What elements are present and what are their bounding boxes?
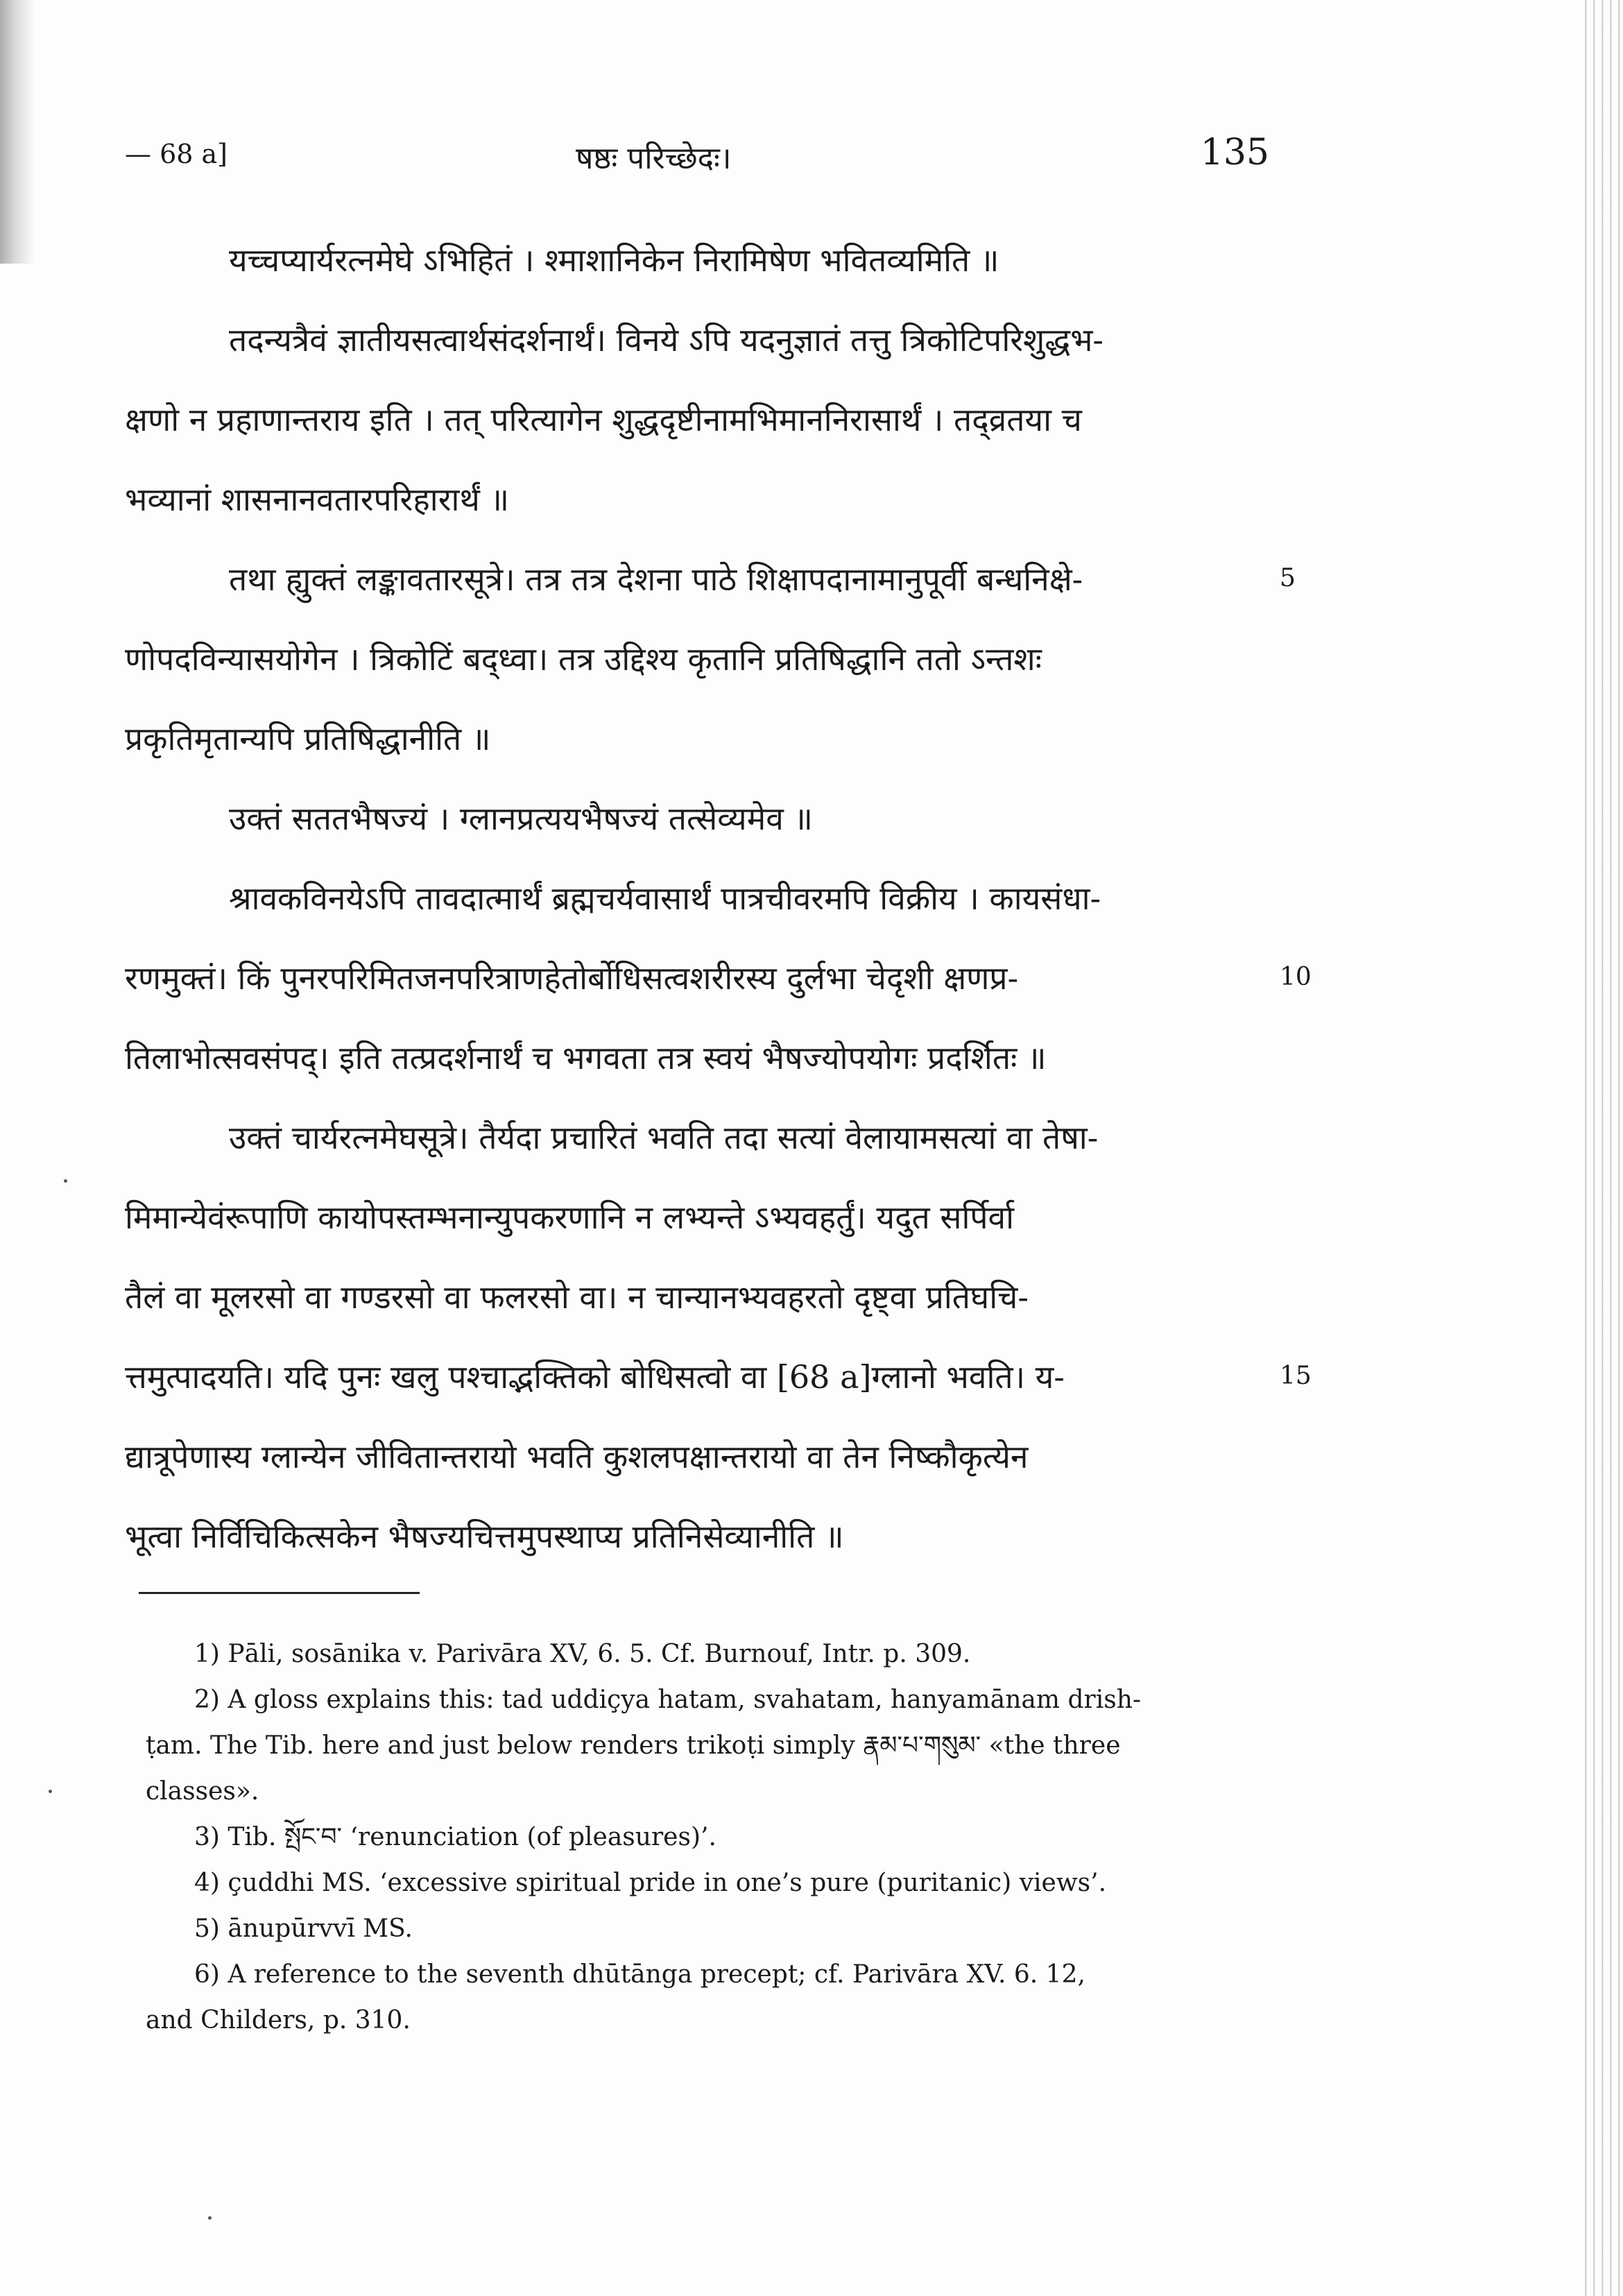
scan-edge-shadow-left — [0, 0, 35, 264]
footnote-line: 5) ānupūrvvī MS. — [194, 1914, 413, 1943]
scan-speck — [49, 1790, 52, 1793]
page-number: 135 — [1200, 132, 1269, 173]
footnote-line: ṭam. The Tib. here and just below renders trikoṭi simply རྣམ་པ་གསུམ་ «the three — [146, 1731, 1121, 1760]
text-line: तथा ह्युक्तं लङ्कावतारसूत्रे। तत्र तत्र देशना पाठे शिक्षापदानामानुपूर्वी बन्धनिक्षे- — [229, 560, 1083, 598]
running-head — [125, 132, 1269, 187]
footnote-line: 2) A gloss explains this: tad uddiçya hatam, svahatam, hanyamānam drish- — [194, 1686, 1142, 1714]
text-line: मिमान्येवंरूपाणि कायोपस्तम्भनान्युपकरणानि न लभ्यन्ते ऽभ्यवहर्तुं। यदुत सर्पिर्वा — [125, 1199, 1014, 1236]
footnotes — [146, 1634, 1269, 2046]
sanskrit-body-text — [125, 232, 1262, 1588]
text-line: भव्यानां शासनानवतारपरिहारार्थं ॥ — [125, 481, 510, 518]
scan-edge-binding-right — [1581, 0, 1623, 2296]
text-line: रणमुक्तं। किं पुनरपरिमितजनपरित्राणहेतोर्बोधिसत्वशरीरस्य दुर्लभा चेदृशी क्षणप्र- — [125, 959, 1019, 997]
footnote-line: 1) Pāli, sosānika v. Parivāra XV, 6. 5. Cf. Burnouf, Intr. p. 309. — [194, 1640, 971, 1668]
text-line: तैलं वा मूलरसो वा गण्डरसो वा फलरसो वा। न चान्यानभ्यवहरतो दृष्ट्वा प्रतिघचि- — [125, 1278, 1029, 1316]
text-line: द्यात्रूपेणास्य ग्लान्येन जीवितान्तरायो भवति कुशलपक्षान्तरायो वा तेन निष्कौकृत्येन — [125, 1438, 1029, 1475]
footnote-rule — [139, 1592, 420, 1594]
running-head-folio-ref: — 68 a] — [125, 139, 227, 169]
text-line: णोपदविन्यासयोगेन । त्रिकोटिं बद्ध्वा। तत्र उद्दिश्य कृतानि प्रतिषिद्धानि ततो ऽन्तशः — [125, 640, 1042, 678]
scan-speck — [208, 2216, 212, 2220]
footnote-line: and Childers, p. 310. — [146, 2006, 411, 2034]
line-number: 5 — [1280, 564, 1296, 592]
scan-speck — [64, 1179, 67, 1183]
footnote-line: 3) Tib. སྤོང་བ་ ‘renunciation (of pleasures)’. — [194, 1823, 716, 1851]
line-number: 10 — [1280, 963, 1312, 991]
text-line: क्षणो न प्रहाणान्तराय इति । तत् परित्यागेन शुद्धदृष्टीनामभिमाननिरासार्थं । तद्व्रतया च — [125, 401, 1082, 438]
text-line: यच्चप्यार्यरत्नमेघे ऽभिहितं । श्माशानिकेन निरामिषेण भवितव्यमिति ॥ — [229, 241, 999, 279]
text-line: प्रकृतिमृतान्यपि प्रतिषिद्धानीति ॥ — [125, 720, 491, 757]
text-line: तिलाभोत्सवसंपद्। इति तत्प्रदर्शनार्थं च भगवता तत्र स्वयं भैषज्योपयोगः प्रदर्शितः ॥ — [125, 1039, 1047, 1077]
text-line: भूत्वा निर्विचिकित्सकेन भैषज्यचित्तमुपस्थाप्य प्रतिनिसेव्यानीति ॥ — [125, 1518, 844, 1555]
text-line: उक्तं सततभैषज्यं । ग्लानप्रत्ययभैषज्यं तत्सेव्यमेव ॥ — [229, 800, 813, 837]
footnote-line: 4) çuddhi MS. ‘excessive spiritual pride in one’s pure (puritanic) views’. — [194, 1869, 1107, 1897]
footnote-line: classes». — [146, 1777, 259, 1806]
text-line: त्तमुत्पादयति। यदि पुनः खलु पश्चाद्भक्तिको बोधिसत्वो वा [68 a]ग्लानो भवति। य- — [125, 1358, 1065, 1396]
text-line: श्रावकविनयेऽपि तावदात्मार्थं ब्रह्मचर्यवासार्थं पात्रचीवरमपि विक्रीय । कायसंधा- — [229, 880, 1101, 917]
text-line: तदन्यत्रैवं ज्ञातीयसत्वार्थसंदर्शनार्थं। विनये ऽपि यदनुज्ञातं तत्तु त्रिकोटिपरिशुद्धभ- — [229, 321, 1104, 359]
line-number: 15 — [1280, 1362, 1312, 1390]
text-line: उक्तं चार्यरत्नमेघसूत्रे। तैर्यदा प्रचारितं भवति तदा सत्यां वेलायामसत्यां वा तेषा- — [229, 1119, 1099, 1156]
running-head-chapter-title: षष्ठः परिच्छेदः। — [576, 141, 732, 176]
footnote-line: 6) A reference to the seventh dhūtānga precept; cf. Parivāra XV. 6. 12, — [194, 1960, 1085, 1989]
